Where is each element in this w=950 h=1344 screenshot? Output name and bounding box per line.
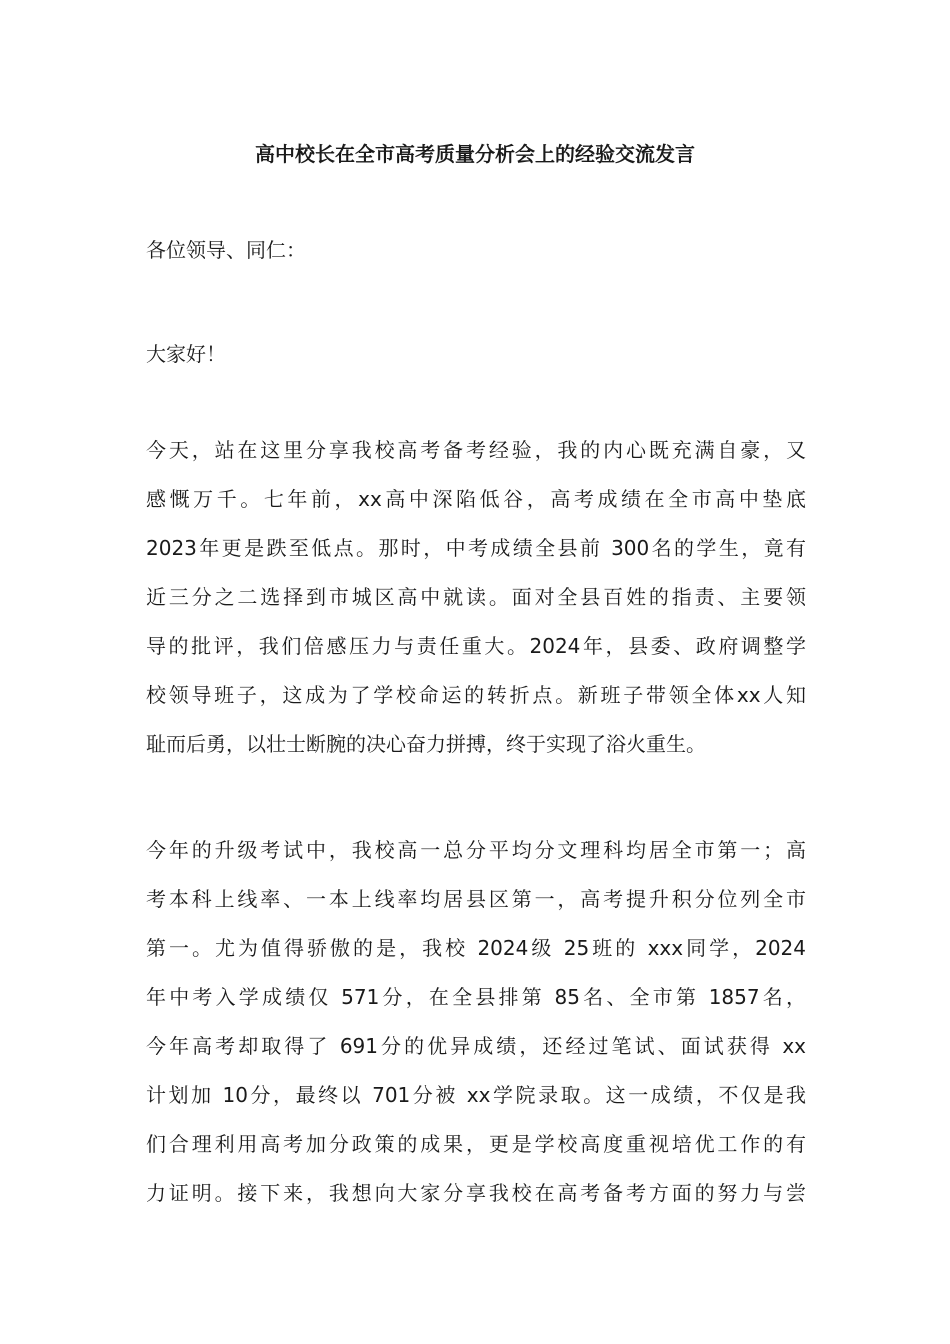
paragraph-2 bbox=[146, 826, 806, 1218]
paragraph-1-line: 2023年更是跌至低点。那时，中考成绩全县前 300名的学生，竟有 bbox=[146, 536, 806, 560]
paragraph-1-line: 感慨万千。七年前，xx高中深陷低谷，高考成绩在全市高中垫底 bbox=[146, 487, 806, 511]
hello-text: 大家好！ bbox=[146, 342, 226, 366]
paragraph-2-line: 第一。尤为值得骄傲的是，我校 2024级 25班的 xxx同学，2024 bbox=[146, 936, 806, 960]
paragraph-1-line: 校领导班子，这成为了学校命运的转折点。新班子带领全体xx人知 bbox=[146, 683, 806, 707]
paragraph-2-line: 今年的升级考试中，我校高一总分平均分文理科均居全市第一；高 bbox=[146, 838, 806, 862]
paragraph-1-line: 导的批评，我们倍感压力与责任重大。2024年，县委、政府调整学 bbox=[146, 634, 806, 658]
paragraph-2-line: 计划加 10分，最终以 701分被 xx学院录取。这一成绩，不仅是我 bbox=[146, 1083, 806, 1107]
paragraph-1 bbox=[146, 426, 806, 769]
paragraph-1-line: 今天，站在这里分享我校高考备考经验，我的内心既充满自豪，又 bbox=[146, 438, 806, 462]
paragraph-2-line: 力证明。接下来，我想向大家分享我校在高考备考方面的努力与尝 bbox=[146, 1181, 806, 1205]
paragraph-2-line: 今年高考却取得了 691分的优异成绩，还经过笔试、面试获得 xx bbox=[146, 1034, 806, 1058]
greeting-text: 各位领导、同仁： bbox=[146, 238, 306, 262]
hello-line bbox=[146, 330, 806, 379]
greeting-line bbox=[146, 226, 806, 275]
paragraph-2-line: 考本科上线率、一本上线率均居县区第一，高考提升积分位列全市 bbox=[146, 887, 806, 911]
document-title: 高中校长在全市高考质量分析会上的经验交流发言 bbox=[255, 142, 695, 166]
paragraph-1-line: 近三分之二选择到市城区高中就读。面对全县百姓的指责、主要领 bbox=[146, 585, 806, 609]
paragraph-1-line: 耻而后勇，以壮士断腕的决心奋力拼搏，终于实现了浴火重生。 bbox=[146, 732, 706, 756]
paragraph-2-line: 们合理利用高考加分政策的成果，更是学校高度重视培优工作的有 bbox=[146, 1132, 806, 1156]
paragraph-2-line: 年中考入学成绩仅 571分，在全县排第 85名、全市第 1857名， bbox=[146, 985, 806, 1009]
